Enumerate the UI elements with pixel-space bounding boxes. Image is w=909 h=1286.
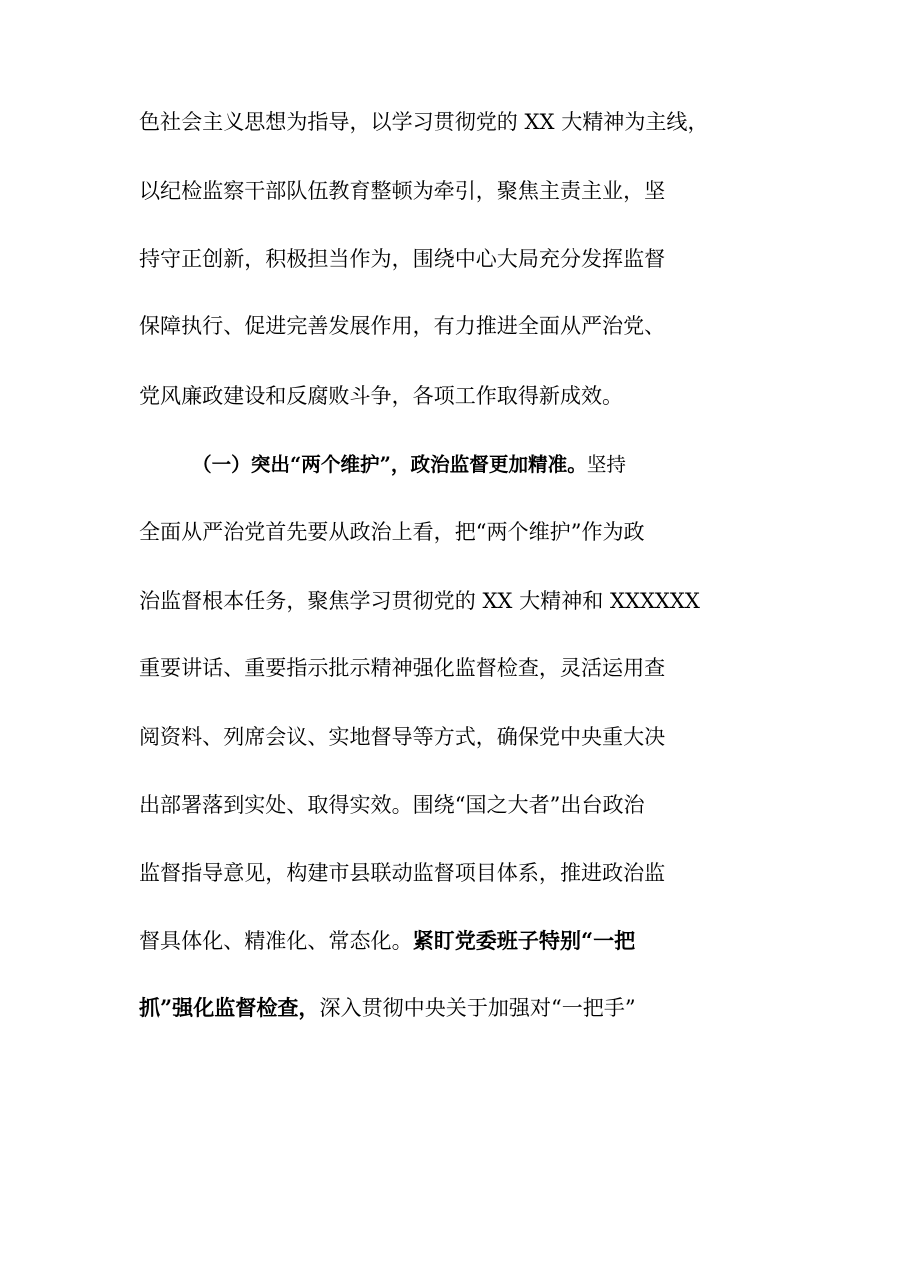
body-text-line — [139, 239, 909, 279]
body-text-line — [139, 581, 909, 621]
text-segment: 党风廉政建设和反腐败斗争，各项工作取得新成效。 — [139, 383, 624, 408]
body-text-line — [139, 376, 909, 416]
text-segment: 深入贯彻中央关于加强对“一把手” — [319, 995, 636, 1020]
text-segment: 色社会主义思想为指导，以学习贯彻党的 XX 大精神为主线， — [139, 109, 709, 134]
text-segment: 重要讲话、重要指示批示精神强化监督检查，灵活运用查 — [139, 655, 666, 680]
body-text-line — [139, 717, 909, 757]
text-segment: 坚持 — [586, 453, 627, 476]
text-segment: 治监督根本任务，聚焦学习贯彻党的 XX 大精神和 XXXXXX — [139, 588, 700, 613]
body-text-line — [139, 648, 909, 688]
body-text-line — [139, 921, 909, 961]
body-text-line — [139, 988, 909, 1028]
text-segment: 持守正创新，积极担当作为，围绕中心大局充分发挥监督 — [139, 246, 666, 271]
section-heading-line — [192, 445, 909, 485]
bold-text-segment: 抓”强化监督检查， — [139, 995, 320, 1020]
text-segment: 保障执行、促进完善发展作用，有力推进全面从严治党、 — [139, 313, 666, 338]
body-text-line — [139, 512, 909, 552]
bold-text-segment: （一）突出“两个维护”，政治监督更加精准。 — [192, 453, 587, 476]
body-text-line — [139, 853, 909, 893]
body-text-line — [139, 102, 909, 142]
body-text-line — [139, 171, 909, 211]
text-segment: 全面从严治党首先要从政治上看，把“两个维护”作为政 — [139, 519, 645, 544]
text-segment: 督具体化、精准化、常态化。 — [139, 928, 413, 953]
text-segment: 以纪检监察干部队伍教育整顿为牵引，聚焦主责主业，坚 — [139, 178, 666, 203]
body-text-line — [139, 306, 909, 346]
text-segment: 监督指导意见，构建市县联动监督项目体系，推进政治监 — [139, 860, 666, 885]
bold-text-segment: 紧盯党委班子特别“一把 — [412, 928, 636, 953]
text-segment: 出部署落到实处、取得实效。围绕“国之大者”出台政治 — [139, 792, 645, 817]
text-segment: 阅资料、列席会议、实地督导等方式，确保党中央重大决 — [139, 724, 666, 749]
body-text-line — [139, 785, 909, 825]
